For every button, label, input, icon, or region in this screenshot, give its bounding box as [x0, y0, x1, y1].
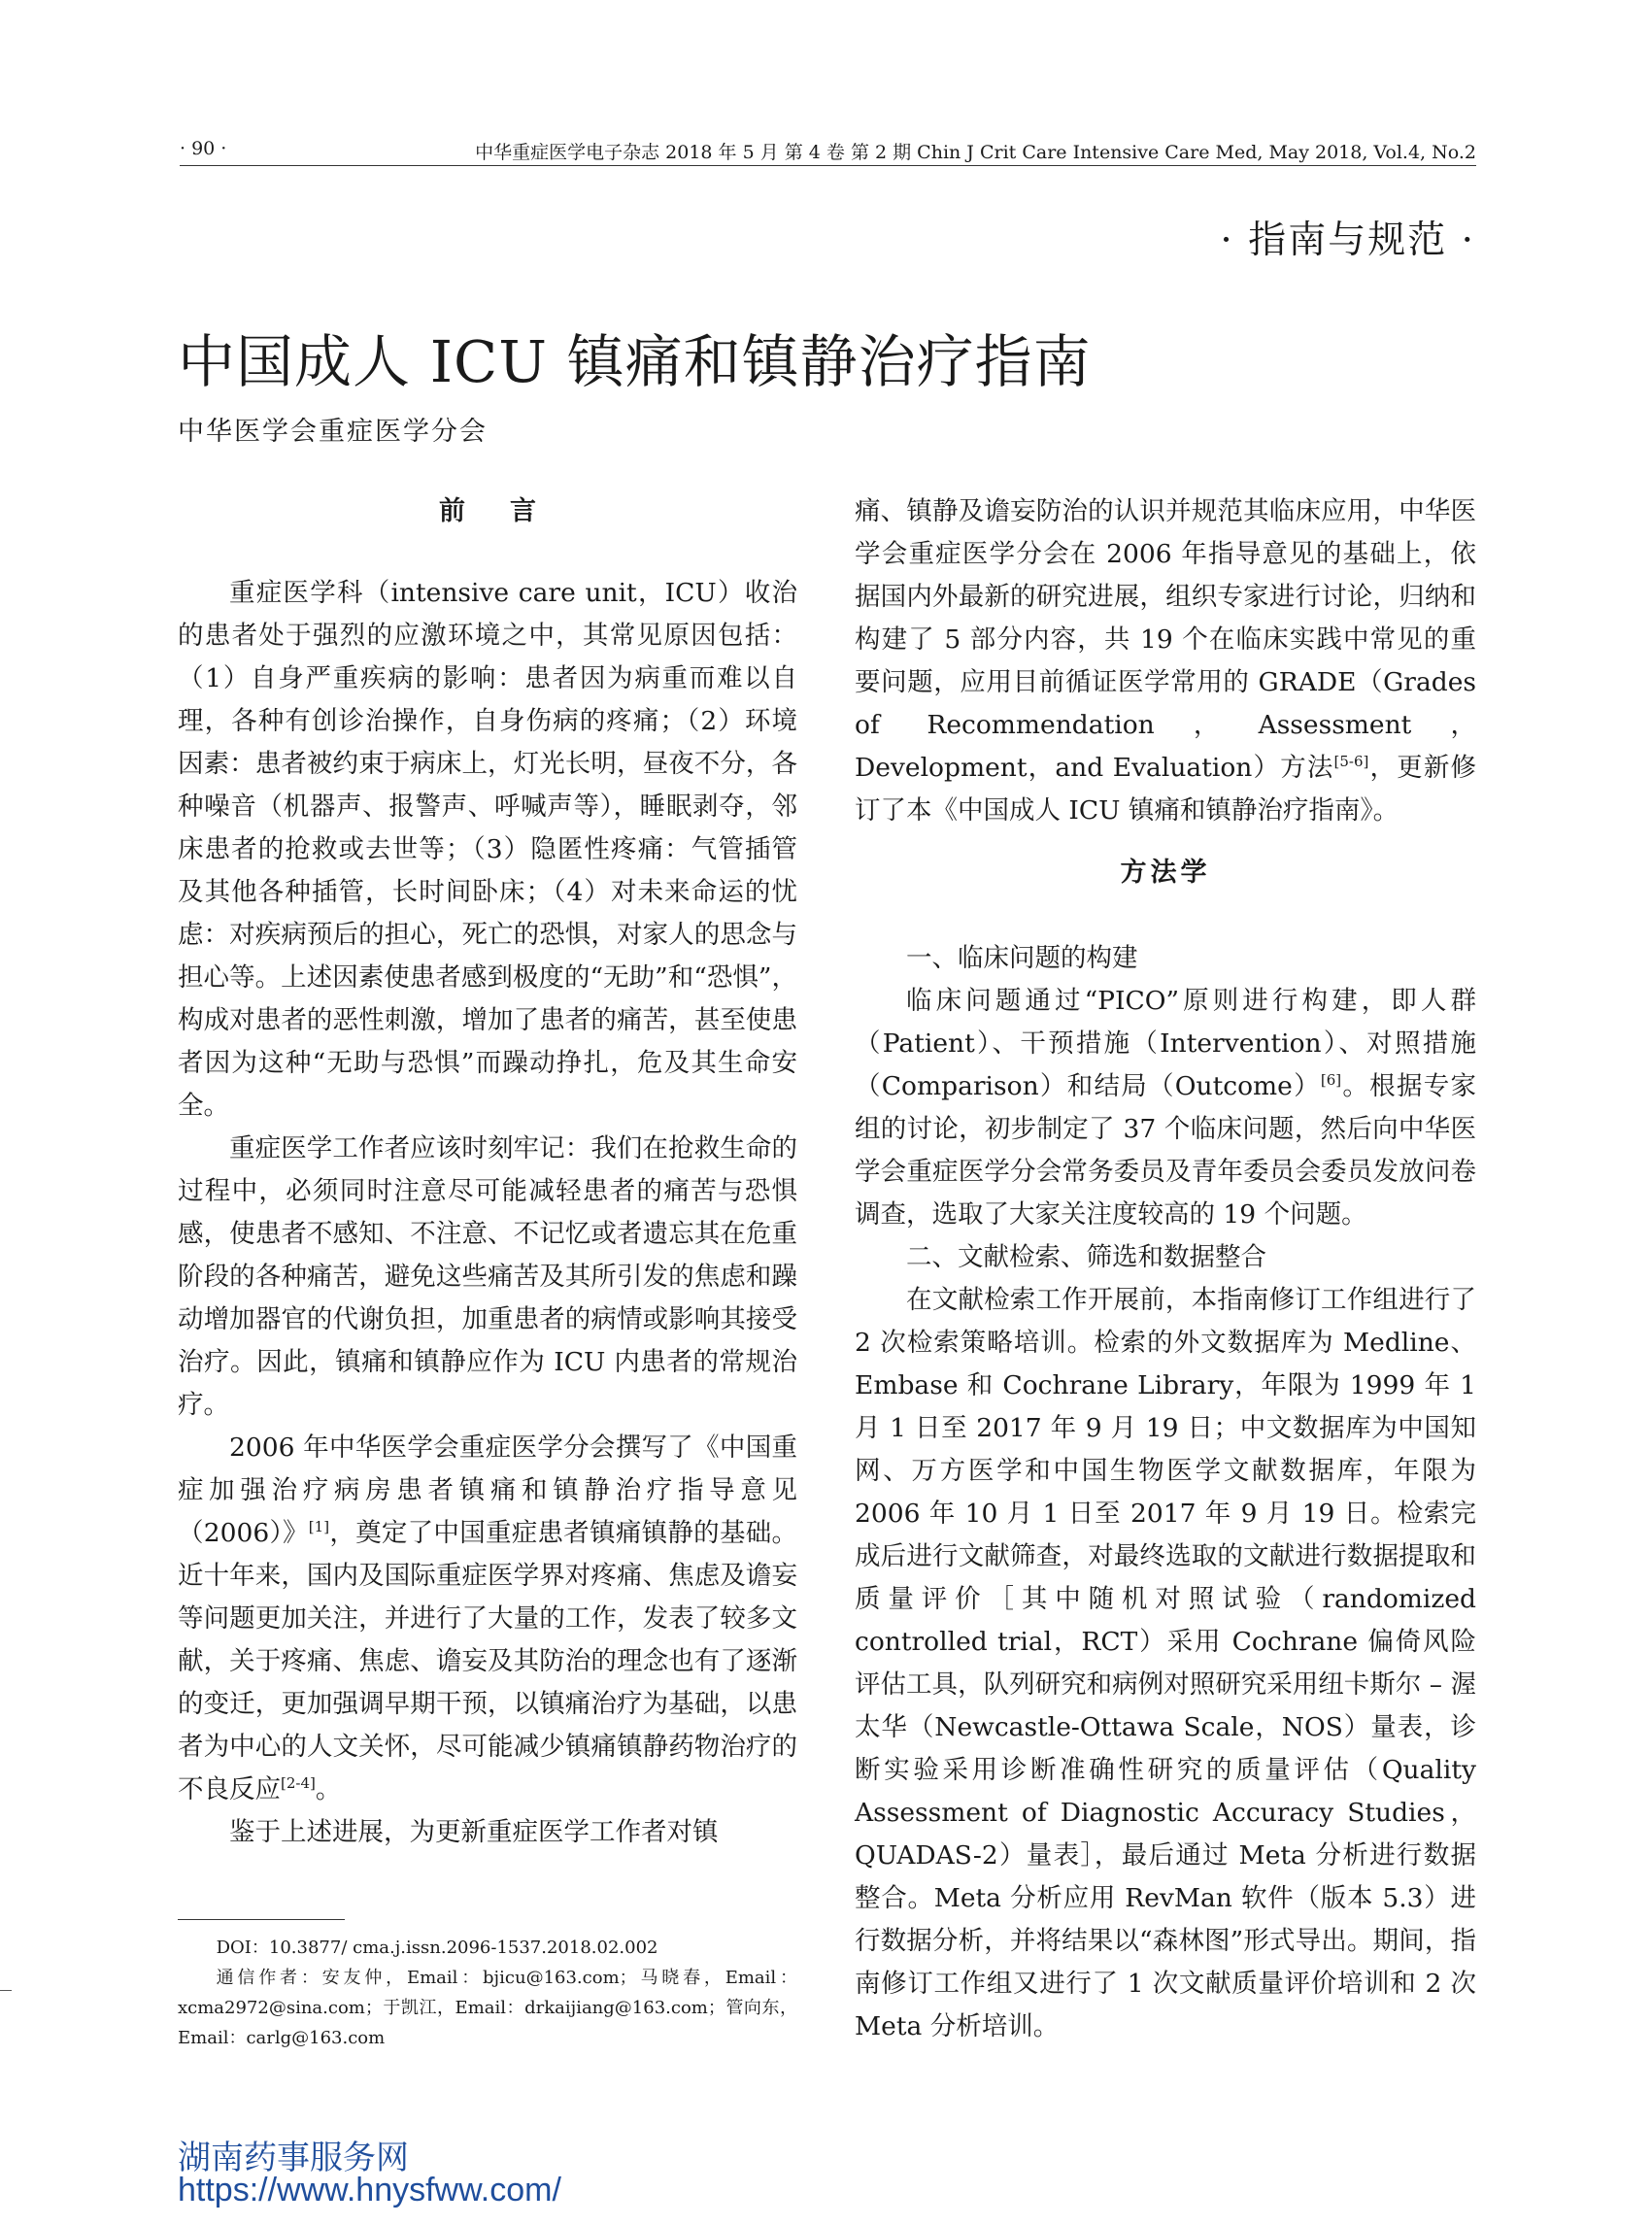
preface-paragraph-3: [178, 1427, 797, 1811]
preface-paragraph-4: 鉴于上述进展，为更新重症医学工作者对镇: [229, 1817, 719, 1847]
left-column: [178, 490, 797, 1854]
paragraph-text: 。根据专家组的讨论，初步制定了 37 个临床问题，然后向中华医学会重症医学分会常务委员及青年委员会委员发放问卷调查，选取了大家关注度较高的 19 个问题。: [855, 1071, 1477, 1230]
paragraph-text: ，更新修订了本《中国成人 ICU 镇痛和镇静治疗指南》。: [855, 753, 1477, 826]
article-title: 中国成人 ICU 镇痛和镇静治疗指南: [178, 328, 1092, 395]
spacer: [855, 832, 1476, 852]
methods-subheading-1: 一、临床问题的构建: [906, 943, 1138, 973]
methods-paragraph-1: [855, 980, 1476, 1236]
margin-mark: [0, 1990, 12, 1991]
paragraph-text: 临床问题通过“PICO”原则进行构建，即人群（Patient）、干预措施（Intervention）、对照措施（Comparison）和结局（Outcome）: [855, 986, 1476, 1101]
watermark-site-name: 湖南药事服务网: [178, 2140, 409, 2176]
paragraph-text: 痛、镇静及谵妄防治的认识并规范其临床应用，中华医学会重症医学分会在 2006 年指导意见的基础上，依据国内外最新的研究进展，组织专家进行讨论，归纳和构建了 5 部分内容，共 19 个在临床实践中常见的重要问题，应用目前循证医学常用的 GRADE（Grades of Recommendation，Assessment，Development，and Evaluation）方法: [855, 496, 1476, 783]
right-column: [855, 490, 1476, 2048]
methods-paragraph-2: 在文献检索工作开展前，本指南修订工作组进行了 2 次检索策略培训。检索的外文数据库为 Medline、Embase 和 Cochrane Library，年限为 1999 年 1 月 1 日至 2017 年 9 月 19 日；中文数据库为中国知网、万方医学和中国生物医学文献数据库，年限为 2006 年 10 月 1 日至 2017 年 9 月 19 日。检索完成后进行文献筛查，对最终选取的文献进行数据提取和质量评价［其中随机对照试验（randomized controlled trial，RCT）采用 Cochrane 偏倚风险评估工具，队列研究和病例对照研究采用纽卡斯尔 – 渥太华（Newcastle-Ottawa Scale，NOS）量表，诊断实验采用诊断准确性研究的质量评估（Quality Assessment of Diagnostic Accuracy Studies，QUADAS-2）量表］，最后通过 Meta 分析进行数据整合。Meta 分析应用 RevMan 软件（版本 5.3）进行数据分析，并将结果以“森林图”形式导出。期间，指南修订工作组又进行了 1 次文献质量评价培训和 2 次 Meta 分析培训。: [855, 1285, 1476, 2041]
footnote-rule: [178, 1919, 345, 1920]
paragraph-text: ，奠定了中国重症患者镇痛镇静的基础。近十年来，国内及国际重症医学界对疼痛、焦虑及谵妄等问题更加关注，并进行了大量的工作，发表了较多文献，关于疼痛、焦虑、谵妄及其防治的理念也有了逐渐的变迁，更加强调早期干预，以镇痛治疗为基础，以患者为中心的人文关怀，尽可能减少镇痛镇静药物治疗的不良反应: [178, 1518, 797, 1804]
article-author: 中华医学会重症医学分会: [178, 417, 488, 447]
citation: [1]: [308, 1518, 330, 1536]
citation: [2-4]: [281, 1774, 316, 1793]
preface-paragraph-1: 重症医学科（intensive care unit，ICU）收治的患者处于强烈的应激环境之中，其常见原因包括：（1）自身严重疾病的影响：患者因为病重而难以自理，各种有创诊治操作，自身伤病的疼痛；（2）环境因素：患者被约束于病床上，灯光长明，昼夜不分，各种噪音（机器声、报警声、呼喊声等），睡眠剥夺，邻床患者的抢救或去世等；（3）隐匿性疼痛：气管插管及其他各种插管，长时间卧床；（4）对未来命运的忧虑：对疾病预后的担心，死亡的恐惧，对家人的思念与担心等。上述因素使患者感到极度的“无助”和“恐惧”，构成对患者的恶性刺激，增加了患者的痛苦，甚至使患者因为这种“无助与恐惧”而躁动挣扎，危及其生命安全。: [178, 578, 797, 1121]
footnotes: [178, 1933, 797, 2053]
methods-subheading-2: 二、文献检索、筛选和数据整合: [906, 1242, 1266, 1272]
paragraph-text: 2006 年中华医学会重症医学分会撰写了《中国重症加强治疗病房患者镇痛和镇静治疗指导意见（2006）》: [178, 1433, 797, 1548]
journal-header: 中华重症医学电子杂志 2018 年 5 月 第 4 卷 第 2 期 Chin J Crit Care Intensive Care Med, May 2018, Vol.4, No.2: [475, 142, 1476, 163]
watermark-url[interactable]: https://www.hnysfww.com/: [178, 2172, 561, 2208]
preface-paragraph-4-continued: [855, 490, 1476, 832]
methods-heading: 方法学: [1120, 858, 1211, 888]
corresponding-author-note: 通信作者：安友仲，Email：bjicu@163.com；马晓春，Email：xcma2972@sina.com；于凯江，Email：drkaijiang@163.com；管向东，Email：carlg@163.com: [178, 1968, 797, 2048]
section-tag: · 指南与规范 ·: [1220, 219, 1475, 262]
citation: [6]: [1320, 1071, 1342, 1090]
header-rule: [180, 165, 1476, 166]
preface-paragraph-2: 重症医学工作者应该时刻牢记：我们在抢救生命的过程中，必须同时注意尽可能减轻患者的痛苦与恐惧感，使患者不感知、不注意、不记忆或者遗忘其在危重阶段的各种痛苦，避免这些痛苦及其所引发的焦虑和躁动增加器官的代谢负担，加重患者的病情或影响其接受治疗。因此，镇痛和镇静应作为 ICU 内患者的常规治疗。: [178, 1133, 797, 1420]
preface-heading: 前言: [439, 496, 581, 526]
paragraph-text: 。: [315, 1774, 342, 1804]
doi-note: DOI：10.3877/ cma.j.issn.2096-1537.2018.02.002: [216, 1938, 658, 1958]
page-number: · 90 ·: [180, 138, 227, 159]
citation: [5-6]: [1333, 753, 1369, 771]
